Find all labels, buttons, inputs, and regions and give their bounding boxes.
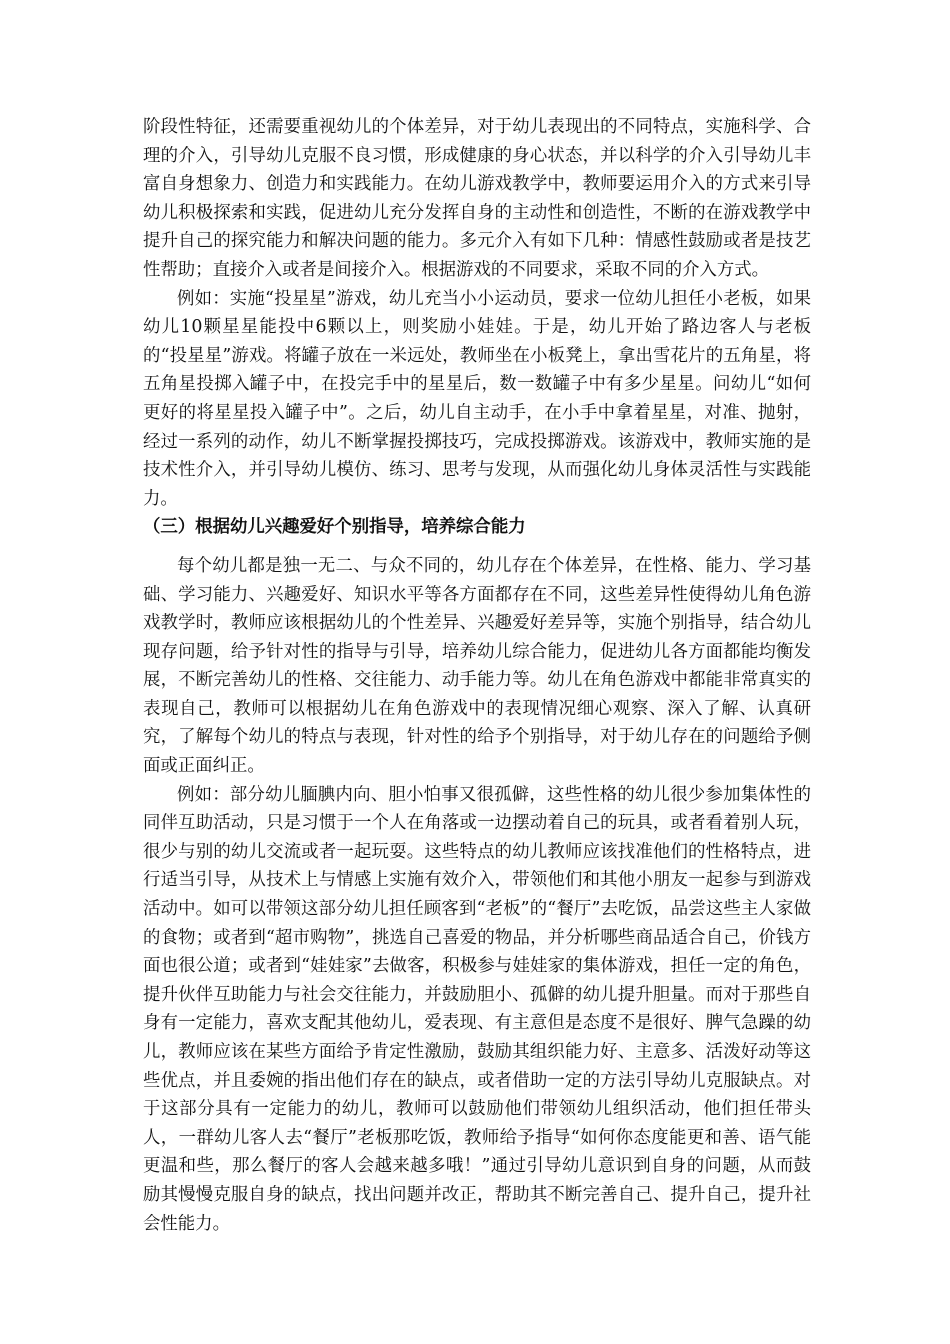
section-heading: （三）根据幼儿兴趣爱好个别指导，培养综合能力 xyxy=(143,517,526,538)
body-paragraph-4: 例如：部分幼儿腼腆内向、胆小怕事又很孤僻，这些性格的幼儿很少参加集体性的同伴互助活动，只是习惯于一个人在角落或一边摆动着自己的玩具，或者看着别人玩，很少与别的幼儿交流或者一起玩耍。这些特点的幼儿教师应该找准他们的性格特点，进行适当引导，从技术上与情感上实施有效介入，带领他们和其他小朋友一起参与到游戏活动中。如可以带领这部分幼儿担任顾客到“老板”的“餐厅”去吃饭，品尝这些主人家做的食物；或者到“超市购物”，挑选自己喜爱的物品，并分析哪些商品适合自己，价钱方面也很公道；或者到“娃娃家”去做客，积极参与娃娃家的集体游戏，担任一定的角色，提升伙伴互助能力与社会交往能力，并鼓励胆小、孤僻的幼儿提升胆量。而对于那些自身有一定能力，喜欢支配其他幼儿，爱表现、有主意但是态度不是很好、脾气急躁的幼儿，教师应该在某些方面给予肯定性激励，鼓励其组织能力好、主意多、活泼好动等这些优点，并且委婉的指出他们存在的缺点，或者借助一定的方法引导幼儿克服缺点。对于这部分具有一定能力的幼儿，教师可以鼓励他们带领幼儿组织活动，他们担任带头人，一群幼儿客人去“餐厅”老板那吃饭，教师给予指导“如何你态度能更和善、语气能更温和些，那么餐厅的客人会越来越多哦！”通过引导幼儿意识到自身的问题，从而鼓励其慢慢克服自身的缺点，找出问题并改正，帮助其不断完善自己、提升自己，提升社会性能力。 xyxy=(143,784,811,1234)
body-paragraph-2: 例如：实施“投星星”游戏，幼儿充当小小运动员，要求一位幼儿担任小老板，如果幼儿10颗星星能投中6颗以上，则奖励小娃娃。于是，幼儿开始了路边客人与老板的“投星星”游戏。将罐子放在一米远处，教师坐在小板凳上，拿出雪花片的五角星，将五角星投掷入罐子中，在投完手中的星星后，数一数罐子中有多少星星。问幼儿“如何更好的将星星投入罐子中”。之后，幼儿自主动手，在小手中拿着星星，对准、抛射，经过一系列的动作，幼儿不断掌握投掷技巧，完成投掷游戏。该游戏中，教师实施的是技术性介入，并引导幼儿模仿、练习、思考与发现，从而强化幼儿身体灵活性与实践能力。 xyxy=(143,288,811,509)
body-paragraph-3: 每个幼儿都是独一无二、与众不同的，幼儿存在个体差异，在性格、能力、学习基础、学习能力、兴趣爱好、知识水平等各方面都存在不同，这些差异性使得幼儿角色游戏教学时，教师应该根据幼儿的个性差异、兴趣爱好差异等，实施个别指导，结合幼儿现存问题，给予针对性的指导与引导，培养幼儿综合能力，促进幼儿各方面都能均衡发展，不断完善幼儿的性格、交往能力、动手能力等。幼儿在角色游戏中都能非常真实的表现自己，教师可以根据幼儿在角色游戏中的表现情况细心观察、深入了解、认真研究，了解每个幼儿的特点与表现，针对性的给予个别指导，对于幼儿存在的问题给予侧面或正面纠正。 xyxy=(143,555,811,777)
document-page xyxy=(143,113,811,1238)
body-paragraph-1: 阶段性特征，还需要重视幼儿的个体差异，对于幼儿表现出的不同特点，实施科学、合理的介入，引导幼儿克服不良习惯，形成健康的身心状态，并以科学的介入引导幼儿丰富自身想象力、创造力和实践能力。在幼儿游戏教学中，教师要运用介入的方式来引导幼儿积极探索和实践，促进幼儿充分发挥自身的主动性和创造性，不断的在游戏教学中提升自己的探究能力和解决问题的能力。多元介入有如下几种：情感性鼓励或者是技艺性帮助；直接介入或者是间接介入。根据游戏的不同要求，采取不同的介入方式。 xyxy=(143,117,811,280)
